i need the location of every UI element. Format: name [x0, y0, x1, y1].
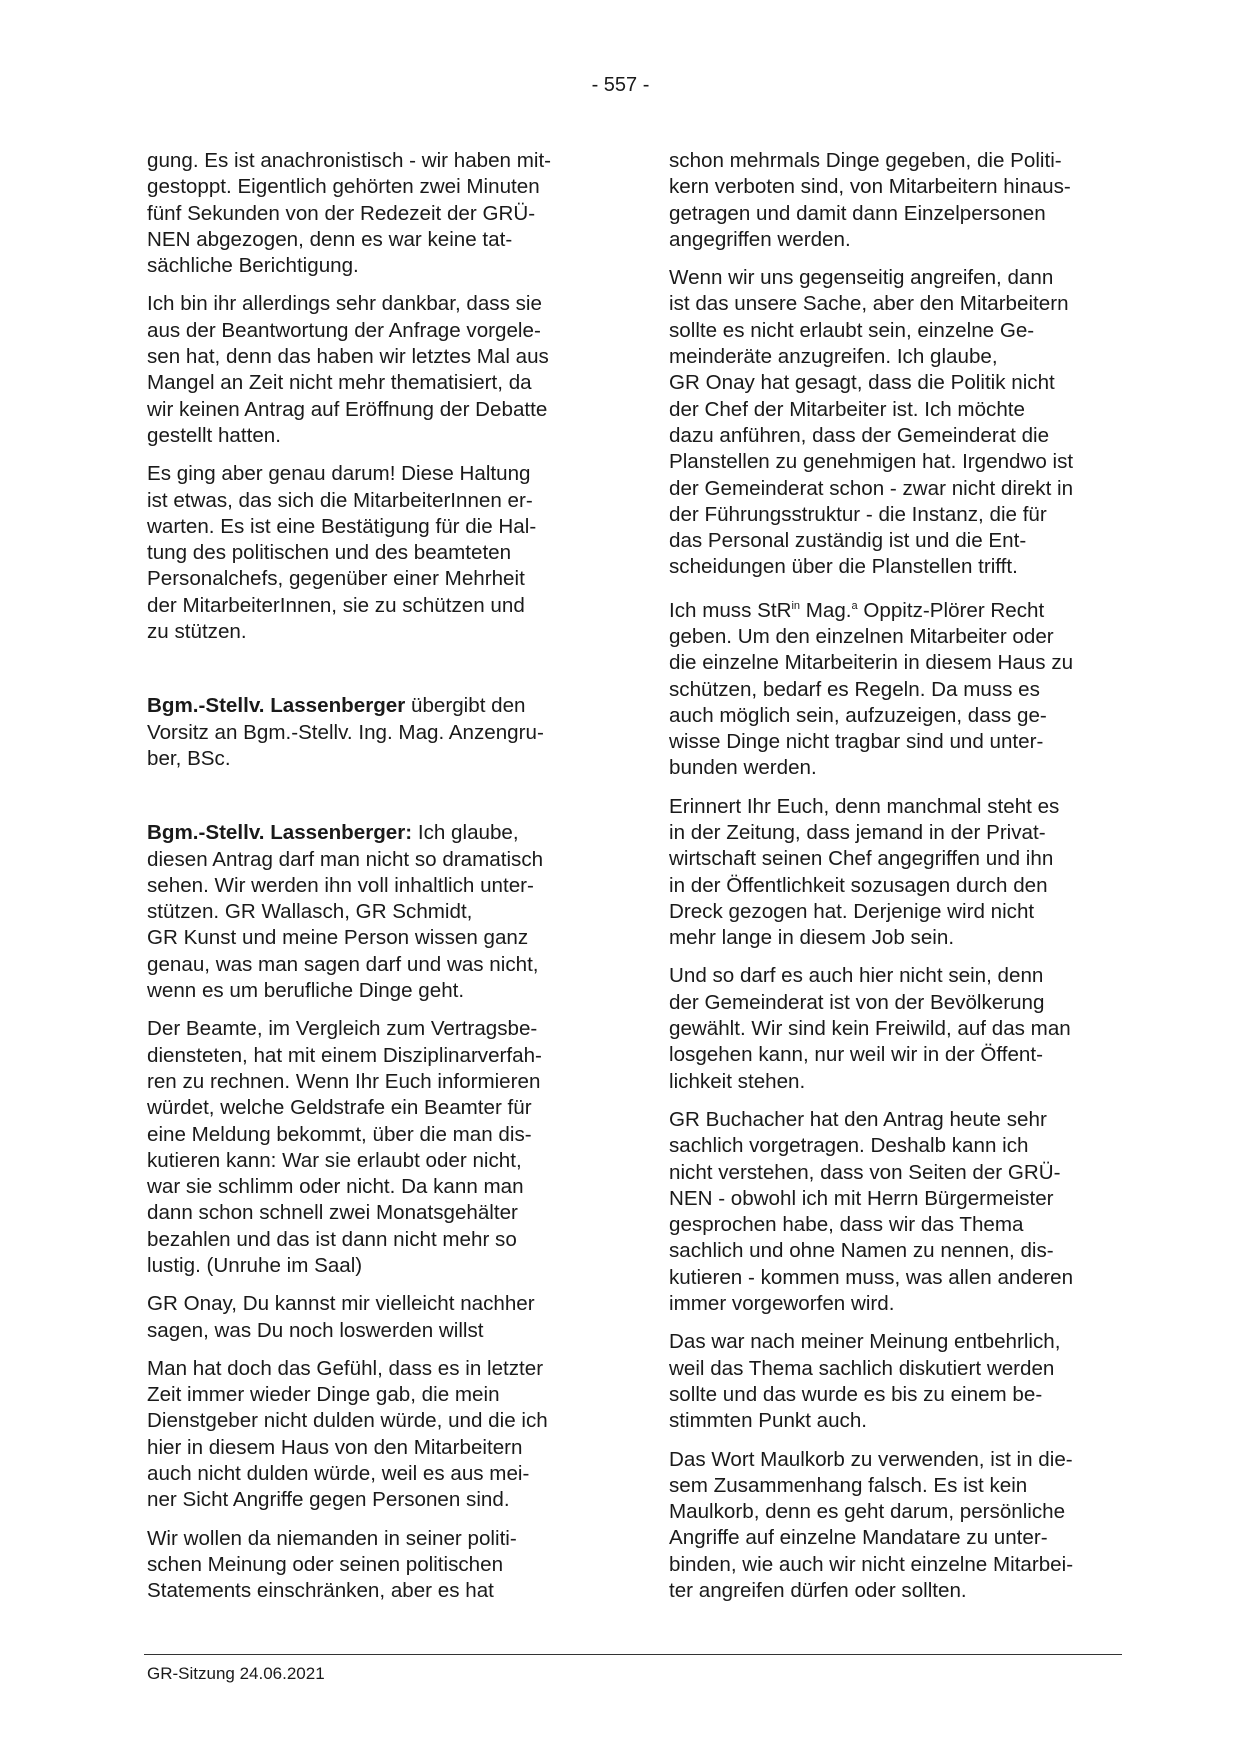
- paragraph-text: übergibt den Vorsitz an Bgm.-Stellv. Ing. Mag. Anzengru- ber, BSc.: [147, 694, 544, 770]
- paragraph: Ich bin ihr allerdings sehr dankbar, dass sie aus der Beantwortung der Anfrage vorgele- sen hat, denn das haben wir letztes Mal aus Mangel an Zeit nicht mehr thematisiert, da wir keinen Antrag auf Eröffnung der Debatte gestellt hatten.: [147, 292, 549, 447]
- paragraph: schon mehrmals Dinge gegeben, die Politi- kern verboten sind, von Mitarbeitern hinaus- getragen und damit dann Einzelpersonen angegriffen werden.: [669, 149, 1071, 251]
- text-fragment: Ich muss StR: [669, 598, 792, 622]
- paragraph: Man hat doch das Gefühl, dass es in letzter Zeit immer wieder Dinge gab, die mein Dienstgeber nicht dulden würde, und die ich hier in diesem Haus von den Mitarbeitern auch nicht dulden würde, weil es aus mei- ner Sicht Angriffe gegen Personen sind.: [147, 1356, 548, 1512]
- paragraph: [669, 593, 1129, 782]
- speaker-paragraph: [147, 820, 602, 1004]
- right-column: [669, 148, 1129, 1616]
- paragraph: Erinnert Ihr Euch, denn manchmal steht es in der Zeitung, dass jemand in der Privat- wirtschaft seinen Chef angegriffen und ihn in der Öffentlichkeit sozusagen durch den Dreck gezogen hat. Derjenige wird nicht mehr lange in diesem Job sein.: [669, 794, 1060, 950]
- paragraph: Das Wort Maulkorb zu verwenden, ist in die- sem Zusammenhang falsch. Es ist kein Maulkorb, denn es geht darum, persönliche Angriffe auf einzelne Mandatare zu unter- binden, wie auch wir nicht einzelne Mitarbei- ter angreifen dürfen oder sollten.: [669, 1447, 1074, 1602]
- paragraph-text: Ich glaube, diesen Antrag darf man nicht so dramatisch sehen. Wir werden ihn voll inhaltlich unter- stützen. GR Wallasch, GR Schmidt, GR Kunst und meine Person wissen ganz genau, was man sagen darf und was nicht, wenn es um berufliche Dinge geht.: [147, 821, 544, 1003]
- paragraph: Der Beamte, im Vergleich zum Vertragsbe- diensteten, hat mit einem Disziplinarverfah- ren zu rechnen. Wenn Ihr Euch informieren würdet, welche Geldstrafe ein Beamter für eine Meldung bekommt, über die man dis- kutieren kann: War sie erlaubt oder nicht, war sie schlimm oder nicht. Da kann man dann schon schnell zwei Monatsgehälter bezahlen und das ist dann nicht mehr so lustig. (Unruhe im Saal): [147, 1017, 542, 1277]
- speaker-name: Bgm.-Stellv. Lassenberger:: [147, 821, 413, 845]
- paragraph: Das war nach meiner Meinung entbehrlich, weil das Thema sachlich diskutiert werden sollte und das wurde es bis zu einem be- stimmten Punkt auch.: [669, 1330, 1061, 1433]
- footer-session-date: GR-Sitzung 24.06.2021: [147, 1664, 325, 1683]
- paragraph: Wenn wir uns gegenseitig angreifen, dann ist das unsere Sache, aber den Mitarbeitern sollte es nicht erlaubt sein, einzelne Ge- meinderäte anzugreifen. Ich glaube, GR Onay hat gesagt, dass die Politik nicht der Chef der Mitarbeiter ist. Ich möchte dazu anführen, dass der Gemeinderat die Planstellen zu genehmigen hat. Irgendwo ist der Gemeinderat schon - zwar nicht direkt in der Führungsstruktur - die Instanz, die für das Personal zuständig ist und die Ent- scheidungen über die Planstellen trifft.: [669, 266, 1074, 579]
- superscript: a: [851, 599, 858, 612]
- paragraph: Und so darf es auch hier nicht sein, denn der Gemeinderat ist von der Bevölkerung gewählt. Wir sind kein Freiwild, auf das man losgehen kann, nur weil wir in der Öffent- lichkeit stehen.: [669, 964, 1071, 1093]
- page-number: - 557 -: [591, 74, 650, 96]
- paragraph: GR Onay, Du kannst mir vielleicht nachher sagen, was Du noch loswerden willst: [147, 1292, 535, 1342]
- left-column: [147, 148, 602, 1617]
- chair-handover-note: [147, 693, 602, 772]
- footer-divider: [144, 1654, 1122, 1655]
- paragraph: Es ging aber genau darum! Diese Haltung ist etwas, das sich die MitarbeiterInnen er- warten. Es ist eine Bestätigung für die Hal- tung des politischen und des beamteten Personalchefs, gegenüber einer Mehrheit der MitarbeiterInnen, sie zu schützen und zu stützen.: [147, 462, 537, 644]
- paragraph-text: Oppitz-Plörer Recht geben. Um den einzelnen Mitarbeiter oder die einzelne Mitarbeiterin in diesem Haus zu schützen, bedarf es Regeln. Da muss es auch möglich sein, aufzuzeigen, dass ge- wisse Dinge nicht tragbar sind und unter- bunden werden.: [669, 598, 1074, 780]
- speaker-name: Bgm.-Stellv. Lassenberger: [147, 694, 406, 718]
- paragraph: gung. Es ist anachronistisch - wir haben mit- gestoppt. Eigentlich gehörten zwei Minuten fünf Sekunden von der Redezeit der GRÜ- NEN abgezogen, denn es war keine tat- sächliche Berichtigung.: [147, 149, 552, 278]
- paragraph: Wir wollen da niemanden in seiner politi- schen Meinung oder seinen politischen Statements einschränken, aber es hat: [147, 1526, 517, 1603]
- paragraph: GR Buchacher hat den Antrag heute sehr sachlich vorgetragen. Deshalb kann ich nicht verstehen, dass von Seiten der GRÜ- NEN - obwohl ich mit Herrn Bürgermeister gesprochen habe, dass wir das Thema sachlich und ohne Namen zu nennen, dis- kutieren - kommen muss, was allen anderen immer vorgeworfen wird.: [669, 1107, 1074, 1316]
- superscript: in: [791, 599, 801, 612]
- text-fragment: Mag.: [800, 598, 852, 622]
